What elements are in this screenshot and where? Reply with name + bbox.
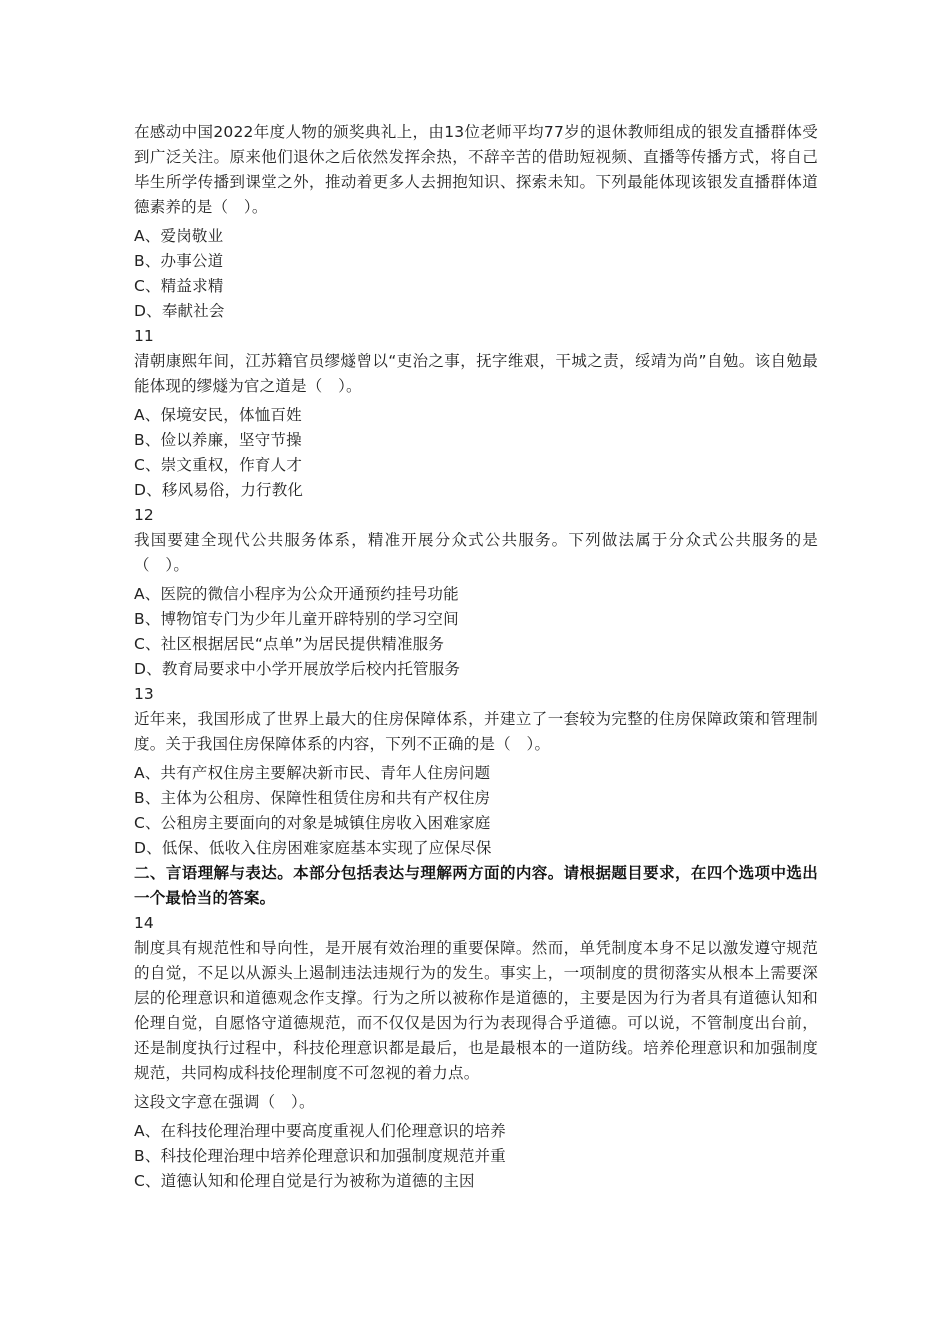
q10-option-d: D、奉献社会 (134, 302, 225, 320)
q14-option-c: C、道德认知和伦理自觉是行为被称为道德的主因 (134, 1172, 475, 1190)
q14-number: 14 (134, 914, 154, 932)
q12-stem: 我国要建全现代公共服务体系，精准开展分众式公共服务。下列做法属于分众式公共服务的是（ ）。 (134, 531, 818, 574)
q13-option-d: D、低保、低收入住房困难家庭基本实现了应保尽保 (134, 839, 492, 857)
q10-stem: 在感动中国2022年度人物的颁奖典礼上，由13位老师平均77岁的退休教师组成的银发直播群体受到广泛关注。原来他们退休之后依然发挥余热，不辞辛苦的借助短视频、直播等传播方式，将自己毕生所学传播到课堂之外，推动着更多人去拥抱知识、探索未知。下列最能体现该银发直播群体道德素养的是（ ）。 (134, 123, 818, 216)
q12-option-d: D、教育局要求中小学开展放学后校内托管服务 (134, 660, 461, 678)
q10-option-a: A、爱岗敬业 (134, 227, 224, 245)
q10-option-b: B、办事公道 (134, 252, 224, 270)
q13-option-a: A、共有产权住房主要解决新市民、青年人住房问题 (134, 764, 491, 782)
q14-option-b: B、科技伦理治理中培养伦理意识和加强制度规范并重 (134, 1147, 506, 1165)
q11-option-a: A、保境安民，体恤百姓 (134, 406, 302, 424)
q11-option-d: D、移风易俗，力行教化 (134, 481, 304, 499)
document-page (134, 120, 818, 1194)
q12-option-b: B、博物馆专门为少年儿童开辟特别的学习空间 (134, 610, 459, 628)
q13-number: 13 (134, 685, 154, 703)
q11-option-b: B、俭以养廉，坚守节操 (134, 431, 302, 449)
q14-passage: 制度具有规范性和导向性，是开展有效治理的重要保障。然而，单凭制度本身不足以激发遵守规范的自觉，不足以从源头上遏制违法违规行为的发生。事实上，一项制度的贯彻落实从根本上需要深层的伦理意识和道德观念作支撑。行为之所以被称作是道德的，主要是因为行为者具有道德认知和伦理自觉，自愿恪守道德规范，而不仅仅是因为行为表现得合乎道德。可以说，不管制度出台前，还是制度执行过程中，科技伦理意识都是最后，也是最根本的一道防线。培养伦理意识和加强制度规范，共同构成科技伦理制度不可忽视的着力点。 (134, 939, 818, 1082)
q13-stem: 近年来，我国形成了世界上最大的住房保障体系，并建立了一套较为完整的住房保障政策和管理制度。关于我国住房保障体系的内容，下列不正确的是（ ）。 (134, 710, 818, 753)
q13-option-c: C、公租房主要面向的对象是城镇住房收入困难家庭 (134, 814, 491, 832)
q10-option-c: C、精益求精 (134, 277, 224, 295)
q12-option-c: C、社区根据居民“点单”为居民提供精准服务 (134, 635, 445, 653)
section-2-heading: 二、言语理解与表达。本部分包括表达与理解两方面的内容。请根据题目要求，在四个选项中选出一个最恰当的答案。 (134, 864, 818, 907)
q14-option-a: A、在科技伦理治理中要高度重视人们伦理意识的培养 (134, 1122, 506, 1140)
q11-number: 11 (134, 327, 154, 345)
q11-option-c: C、崇文重权，作育人才 (134, 456, 303, 474)
q12-option-a: A、医院的微信小程序为公众开通预约挂号功能 (134, 585, 459, 603)
q12-number: 12 (134, 506, 154, 524)
q11-stem: 清朝康熙年间，江苏籍官员缪燧曾以“吏治之事，抚字维艰，干城之责，绥靖为尚”自勉。该自勉最能体现的缪燧为官之道是（ ）。 (134, 352, 818, 395)
q13-option-b: B、主体为公租房、保障性租赁住房和共有产权住房 (134, 789, 491, 807)
q14-question: 这段文字意在强调（ ）。 (134, 1093, 315, 1111)
